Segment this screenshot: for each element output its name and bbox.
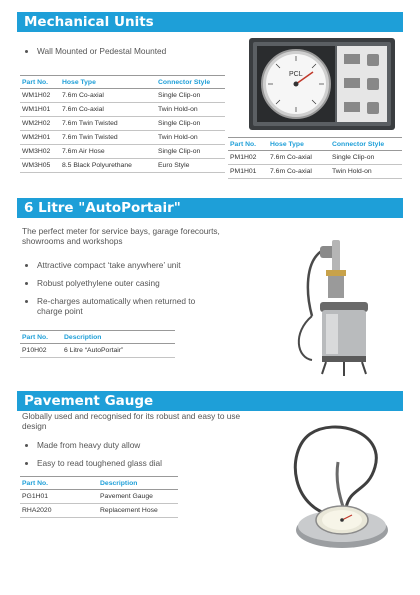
column-header: Connector Style xyxy=(156,76,225,89)
table-cell: Twin Hold-on xyxy=(156,103,225,117)
column-header: Description xyxy=(62,331,175,344)
table-row xyxy=(20,103,225,117)
table-cell: WM3H05 xyxy=(20,159,60,173)
table-cell: WM2H01 xyxy=(20,131,60,145)
table-cell: Twin Hold-on xyxy=(156,131,225,145)
table-row xyxy=(20,504,178,518)
table-cell: 7.6m Co-axial xyxy=(268,151,330,165)
column-header: Part No. xyxy=(20,477,98,490)
section-header-pavement-gauge xyxy=(17,391,403,411)
list-item: Robust polyethylene outer casing xyxy=(22,278,252,288)
column-header: Part No. xyxy=(20,76,60,89)
mechanical-wall-parts-table xyxy=(20,75,225,173)
mechanical-feature-list xyxy=(22,46,166,56)
table-header-row xyxy=(20,76,225,89)
table-cell: Twin Hold-on xyxy=(330,165,402,179)
table-cell: PM1H01 xyxy=(228,165,268,179)
autoportair-feature-list xyxy=(22,260,252,316)
pavement-parts-table xyxy=(20,476,178,518)
column-header: Connector Style xyxy=(330,138,402,151)
table-cell: Euro Style xyxy=(156,159,225,173)
table-cell: Pavement Gauge xyxy=(98,490,178,504)
table-cell: 7.6m Twin Twisted xyxy=(60,131,156,145)
column-header: Part No. xyxy=(20,331,62,344)
list-item-line: Re-charges automatically when returned to xyxy=(37,296,196,306)
mechanical-unit-photo xyxy=(249,38,395,130)
table-cell: WM1H02 xyxy=(20,89,60,103)
table-row xyxy=(20,89,225,103)
table-cell: RHA2020 xyxy=(20,504,98,518)
table-row xyxy=(20,490,178,504)
pavement-intro xyxy=(22,411,312,431)
table-cell: PM1H02 xyxy=(228,151,268,165)
column-header: Hose Type xyxy=(60,76,156,89)
table-cell: 7.6m Co-axial xyxy=(60,89,156,103)
list-item: Wall Mounted or Pedestal Mounted xyxy=(22,46,166,56)
panel-brand-text: PCL xyxy=(289,71,303,78)
column-header: Hose Type xyxy=(268,138,330,151)
table-cell: WM3H02 xyxy=(20,145,60,159)
list-item: Easy to read toughened glass dial xyxy=(22,458,252,468)
table-cell: 7.6m Twin Twisted xyxy=(60,117,156,131)
table-cell: Single Clip-on xyxy=(156,89,225,103)
table-row xyxy=(20,159,225,173)
table-header-row xyxy=(20,477,178,490)
table-cell: Replacement Hose xyxy=(98,504,178,518)
table-cell: P10H02 xyxy=(20,344,62,358)
list-item: Made from heavy duty allow xyxy=(22,440,252,450)
column-header: Description xyxy=(98,477,178,490)
table-cell: WM2H02 xyxy=(20,117,60,131)
intro-line: The perfect meter for service bays, garage forecourts, xyxy=(22,226,220,236)
table-cell: 7.6m Co-axial xyxy=(268,165,330,179)
section-title: Mechanical Units xyxy=(24,14,154,30)
autoportair-intro xyxy=(22,226,282,246)
table-cell: 7.6m Air Hose xyxy=(60,145,156,159)
table-cell: WM1H01 xyxy=(20,103,60,117)
table-row xyxy=(228,151,402,165)
table-cell: 6 Litre “AutoPortair” xyxy=(62,344,175,358)
table-cell: Single Clip-on xyxy=(156,145,225,159)
table-row xyxy=(20,131,225,145)
section-title: Pavement Gauge xyxy=(24,393,154,409)
pavement-feature-list xyxy=(22,440,252,468)
intro-line: design xyxy=(22,421,47,431)
table-cell: PG1H01 xyxy=(20,490,98,504)
table-row xyxy=(228,165,402,179)
intro-line: showrooms and workshops xyxy=(22,236,123,246)
pavement-gauge-photo xyxy=(280,422,402,552)
list-item xyxy=(22,296,252,316)
table-cell: Single Clip-on xyxy=(330,151,402,165)
section-header-autoportair xyxy=(17,198,403,218)
table-header-row xyxy=(20,331,175,344)
section-header-mechanical-units xyxy=(17,12,403,32)
section-title: 6 Litre "AutoPortair" xyxy=(24,200,181,216)
column-header: Part No. xyxy=(228,138,268,151)
table-cell: 7.6m Co-axial xyxy=(60,103,156,117)
intro-line: Globally used and recognised for its robust and easy to use xyxy=(22,411,241,421)
table-header-row xyxy=(228,138,402,151)
autoportair-photo xyxy=(282,238,382,380)
table-cell: Single Clip-on xyxy=(156,117,225,131)
list-item-line: charge point xyxy=(37,306,83,316)
table-row xyxy=(20,145,225,159)
table-cell: 8.5 Black Polyurethane xyxy=(60,159,156,173)
table-row xyxy=(20,344,175,358)
list-item: Attractive compact ‘take anywhere’ unit xyxy=(22,260,252,270)
table-row xyxy=(20,117,225,131)
mechanical-pedestal-parts-table xyxy=(228,137,402,179)
autoportair-parts-table xyxy=(20,330,175,358)
